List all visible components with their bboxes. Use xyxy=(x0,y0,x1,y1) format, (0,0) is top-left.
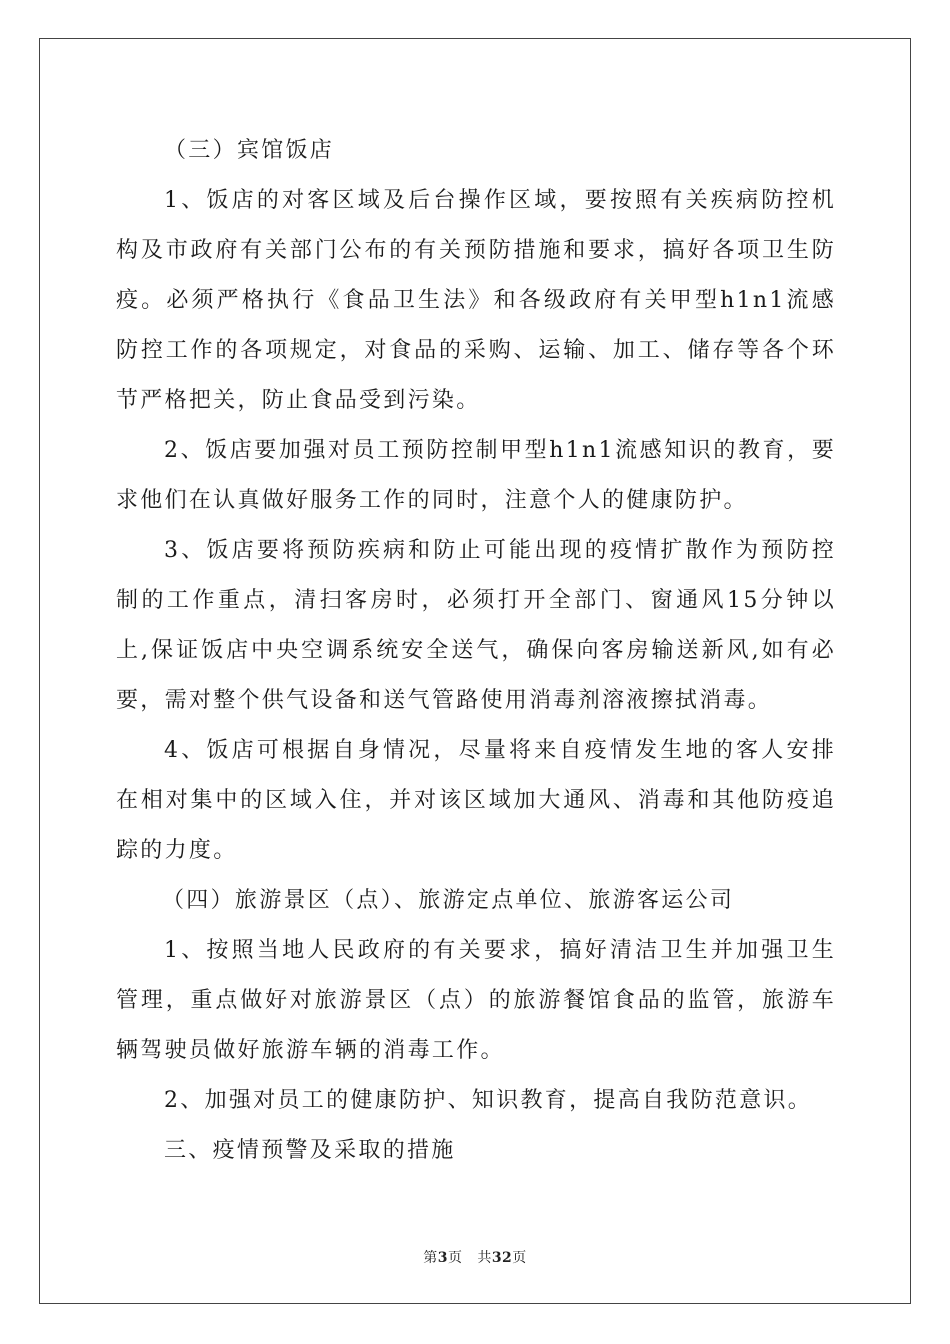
paragraph-scenic-1: 1、按照当地人民政府的有关要求，搞好清洁卫生并加强卫生管理，重点做好对旅游景区（点）的旅游餐馆食品的监管，旅游车辆驾驶员做好旅游车辆的消毒工作。 xyxy=(116,938,836,1063)
paragraph-hotels-3: 3、饭店要将预防疾病和防止可能出现的疫情扩散作为预防控制的工作重点，清扫客房时，必须打开全部门、窗通风15分钟以上,保证饭店中央空调系统安全送气，确保向客房输送新风,如有必要，需对整个供气设备和送气管路使用消毒剂溶液擦拭消毒。 xyxy=(116,538,836,713)
page-number: 3 xyxy=(437,1250,448,1266)
page-prefix: 第 xyxy=(423,1250,438,1266)
paragraph-hotels-4: 4、饭店可根据自身情况，尽量将来自疫情发生地的客人安排在相对集中的区域入住，并对该区域加大通风、消毒和其他防疫追踪的力度。 xyxy=(116,738,836,863)
page-suffix: 页 xyxy=(447,1250,463,1266)
total-suffix: 页 xyxy=(512,1250,527,1266)
section-heading-epidemic-warning: 三、疫情预警及采取的措施 xyxy=(164,1138,456,1163)
paragraph-hotels-2: 2、饭店要加强对员工预防控制甲型h1n1流感知识的教育，要求他们在认真做好服务工作的同时，注意个人的健康防护。 xyxy=(116,438,836,513)
document-body xyxy=(116,126,836,1176)
page-footer xyxy=(0,1247,950,1267)
total-prefix: 共 xyxy=(477,1250,492,1266)
paragraph-scenic-2: 2、加强对员工的健康防护、知识教育，提高自我防范意识。 xyxy=(164,1088,813,1113)
paragraph-hotels-1: 1、饭店的对客区域及后台操作区域，要按照有关疾病防控机构及市政府有关部门公布的有关预防措施和要求，搞好各项卫生防疫。必须严格执行《食品卫生法》和各级政府有关甲型h1n1流感防控工作的各项规定，对食品的采购、运输、加工、储存等各个环节严格把关，防止食品受到污染。 xyxy=(116,188,836,413)
section-heading-scenic-areas: （四）旅游景区（点）、旅游定点单位、旅游客运公司 xyxy=(162,888,735,913)
total-pages: 32 xyxy=(491,1250,513,1266)
section-heading-hotels: （三）宾馆饭店 xyxy=(164,138,335,163)
